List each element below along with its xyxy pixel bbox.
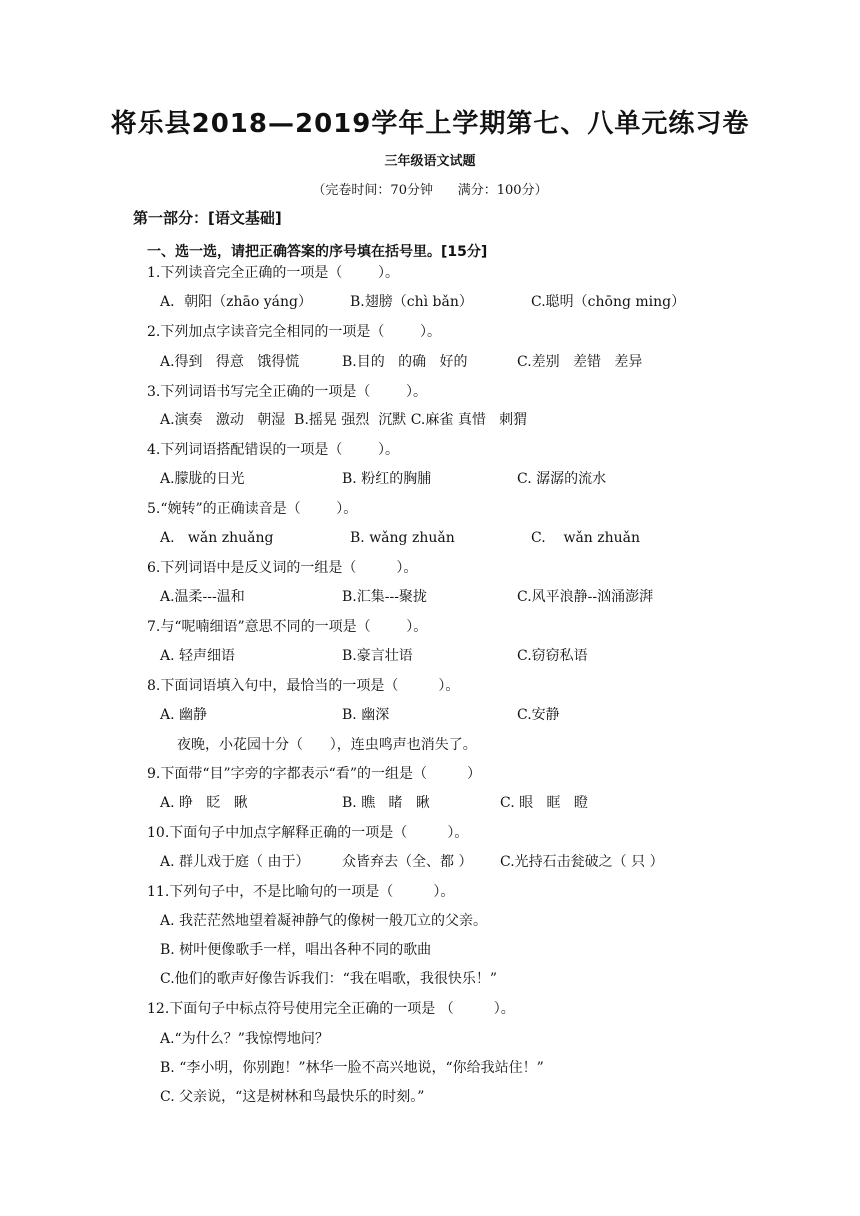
question-7-stem: 7.与“呢喃细语”意思不同的一项是（ ）。 (147, 619, 428, 635)
question-11-option-a: A. 我茫茫然地望着凝神静气的像树一般兀立的父亲。 (160, 913, 488, 929)
question-4-option-a: A.朦胧的日光 (160, 471, 245, 487)
question-10-option-b: 众皆弃去（全、都 ） (342, 854, 473, 870)
question-1-option-b: B.翅膀（chì bǎn） (350, 294, 473, 310)
exam-subtitle: 三年级语文试题 (384, 154, 476, 169)
question-4-option-b: B. 粉红的胸脯 (342, 471, 432, 487)
question-8-sentence: 夜晚，小花园十分（ ），连虫鸣声也消失了。 (177, 737, 477, 753)
question-1-stem: 1.下列读音完全正确的一项是（ ）。 (147, 265, 399, 281)
part-one-heading: 第一部分：[语文基础] (133, 209, 282, 227)
question-7-option-a: A. 轻声细语 (160, 648, 236, 664)
question-11-stem: 11.下列句子中，不是比喻句的一项是（ ）。 (147, 884, 455, 900)
question-7-option-c: C.窃窃私语 (517, 648, 588, 664)
question-4-option-c: C. 潺潺的流水 (517, 471, 607, 487)
question-8-option-c: C.安静 (517, 707, 560, 723)
question-3-stem: 3.下列词语书写完全正确的一项是（ ）。 (147, 384, 427, 400)
question-6-option-b: B.汇集---聚拢 (342, 589, 427, 605)
question-4-stem: 4.下列词语搭配错误的一项是（ ）。 (147, 442, 399, 458)
question-8-stem: 8.下面词语填入句中，最恰当的一项是（ ）。 (147, 678, 460, 694)
section-one-heading: 一、选一选，请把正确答案的序号填在括号里。[15分] (147, 244, 488, 260)
question-2-option-c: C.差别 差错 差异 (517, 354, 643, 370)
question-10-option-c: C.光持石击瓮破之（ 只 ） (500, 854, 664, 870)
question-11-option-c: C.他们的歌声好像告诉我们：“我在唱歌，我很快乐！” (160, 971, 497, 987)
question-11-option-b: B. 树叶便像歌手一样，唱出各种不同的歌曲 (160, 942, 432, 958)
question-12-option-c: C. 父亲说，“这是树林和鸟最快乐的时刻。” (160, 1089, 425, 1105)
question-12-option-a: A.“为什么？”我惊愕地问？ (160, 1031, 329, 1047)
question-8-option-b: B. 幽深 (342, 707, 390, 723)
question-2-option-b: B.目的 的确 好的 (342, 354, 468, 370)
exam-title: 将乐县2018—2019学年上学期第七、八单元练习卷 (110, 109, 750, 139)
question-5-option-b: B. wǎng zhuǎn (350, 530, 455, 546)
question-9-option-b: B. 瞧 睹 瞅 (342, 795, 430, 811)
exam-time-score: （完卷时间：70分钟 满分：100分） (312, 183, 548, 198)
question-7-option-b: B.豪言壮语 (342, 648, 413, 664)
question-5-stem: 5.“婉转”的正确读音是（ ）。 (147, 501, 358, 517)
question-6-option-a: A.温柔---温和 (160, 589, 245, 605)
question-9-option-a: A. 睁 眨 瞅 (160, 795, 248, 811)
question-10-option-a: A. 群儿戏于庭（ 由于） (160, 854, 310, 870)
question-1-option-a: A．朝阳（zhāo yáng） (160, 294, 312, 310)
question-9-option-c: C. 眼 眶 瞪 (500, 795, 588, 811)
question-2-option-a: A.得到 得意 饿得慌 (160, 354, 300, 370)
question-5-option-c: C. wǎn zhuǎn (531, 530, 641, 546)
question-12-stem: 12.下面句子中标点符号使用完全正确的一项是 （ ）。 (147, 1001, 515, 1017)
question-9-stem: 9.下面带“目”字旁的字都表示“看”的一组是（ ） (147, 766, 482, 782)
question-8-option-a: A. 幽静 (160, 707, 208, 723)
question-10-stem: 10.下面句子中加点字解释正确的一项是（ ）。 (147, 825, 469, 841)
question-5-option-a: A. wǎn zhuǎng (160, 530, 274, 546)
question-6-stem: 6.下列词语中是反义词的一组是（ ）。 (147, 560, 418, 576)
question-6-option-c: C.风平浪静--汹涌澎湃 (517, 589, 654, 605)
question-3-options: A.演奏 激动 朝湿 B.摇晃 强烈 沉默 C.麻雀 真惜 刺猬 (160, 412, 528, 428)
question-2-stem: 2.下列加点字读音完全相同的一项是（ ）。 (147, 324, 441, 340)
question-1-option-c: C.聪明（chōng ming） (531, 294, 686, 310)
question-12-option-b: B. “李小明，你别跑！”林华一脸不高兴地说，“你给我站住！” (160, 1060, 544, 1076)
